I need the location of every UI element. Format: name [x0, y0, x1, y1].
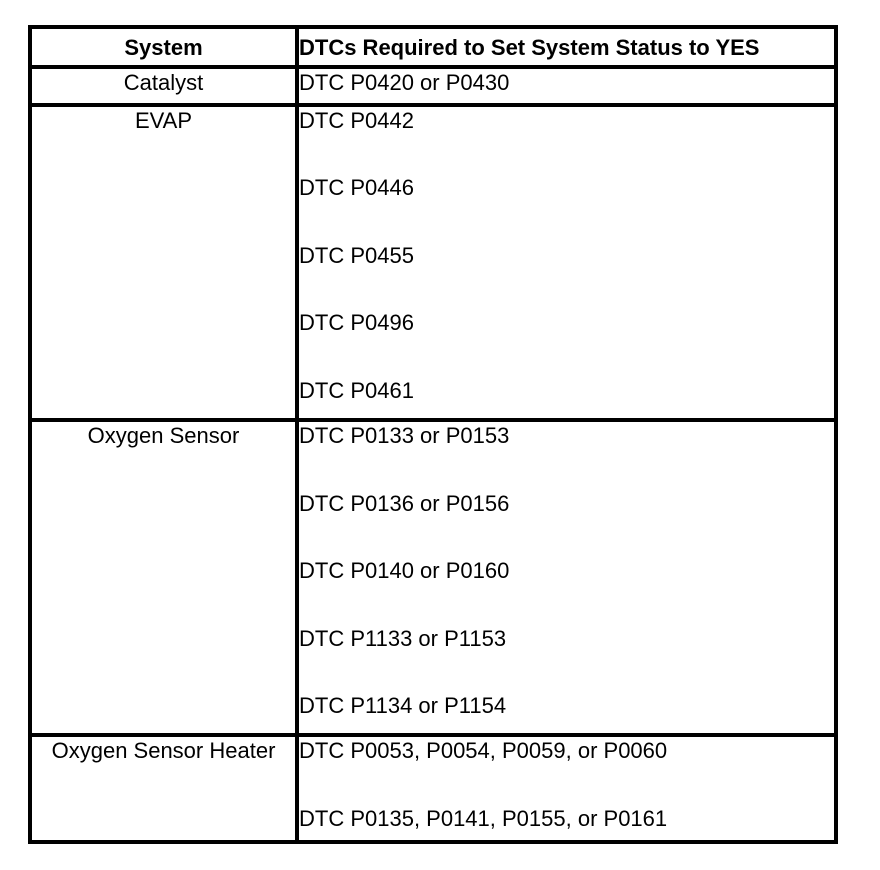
table-row	[30, 420, 836, 735]
dtc-item: DTC P1133 or P1153	[299, 625, 507, 651]
dtc-cell	[297, 420, 836, 735]
system-cell: Oxygen Sensor Heater	[30, 735, 297, 842]
dtc-item: DTC P0136 or P0156	[299, 490, 510, 516]
table-row	[30, 735, 836, 842]
system-cell: Oxygen Sensor	[30, 420, 297, 735]
table-header-row	[30, 27, 836, 67]
dtc-item: DTC P0461	[299, 377, 414, 403]
dtc-item: DTC P0420 or P0430	[299, 70, 510, 95]
dtc-cell	[297, 105, 836, 420]
dtc-cell	[297, 67, 836, 105]
dtc-item: DTC P0135, P0141, P0155, or P0161	[299, 805, 668, 831]
dtc-item: DTC P0442	[299, 107, 414, 133]
dtc-item: DTC P0455	[299, 242, 414, 268]
system-cell: Catalyst	[30, 67, 297, 105]
dtc-item: DTC P0133 or P0153	[299, 423, 510, 449]
dtc-item: DTC P0446	[299, 175, 414, 201]
dtc-system-status-table	[28, 25, 838, 844]
dtc-item: DTC P1134 or P1154	[299, 693, 507, 719]
table-row	[30, 105, 836, 420]
system-cell: EVAP	[30, 105, 297, 420]
header-dtcs: DTCs Required to Set System Status to YES	[297, 27, 836, 67]
dtc-cell	[297, 735, 836, 842]
header-system: System	[30, 27, 297, 67]
dtc-item: DTC P0053, P0054, P0059, or P0060	[299, 738, 668, 764]
dtc-item: DTC P0496	[299, 310, 414, 336]
table-row	[30, 67, 836, 105]
dtc-item: DTC P0140 or P0160	[299, 558, 510, 584]
